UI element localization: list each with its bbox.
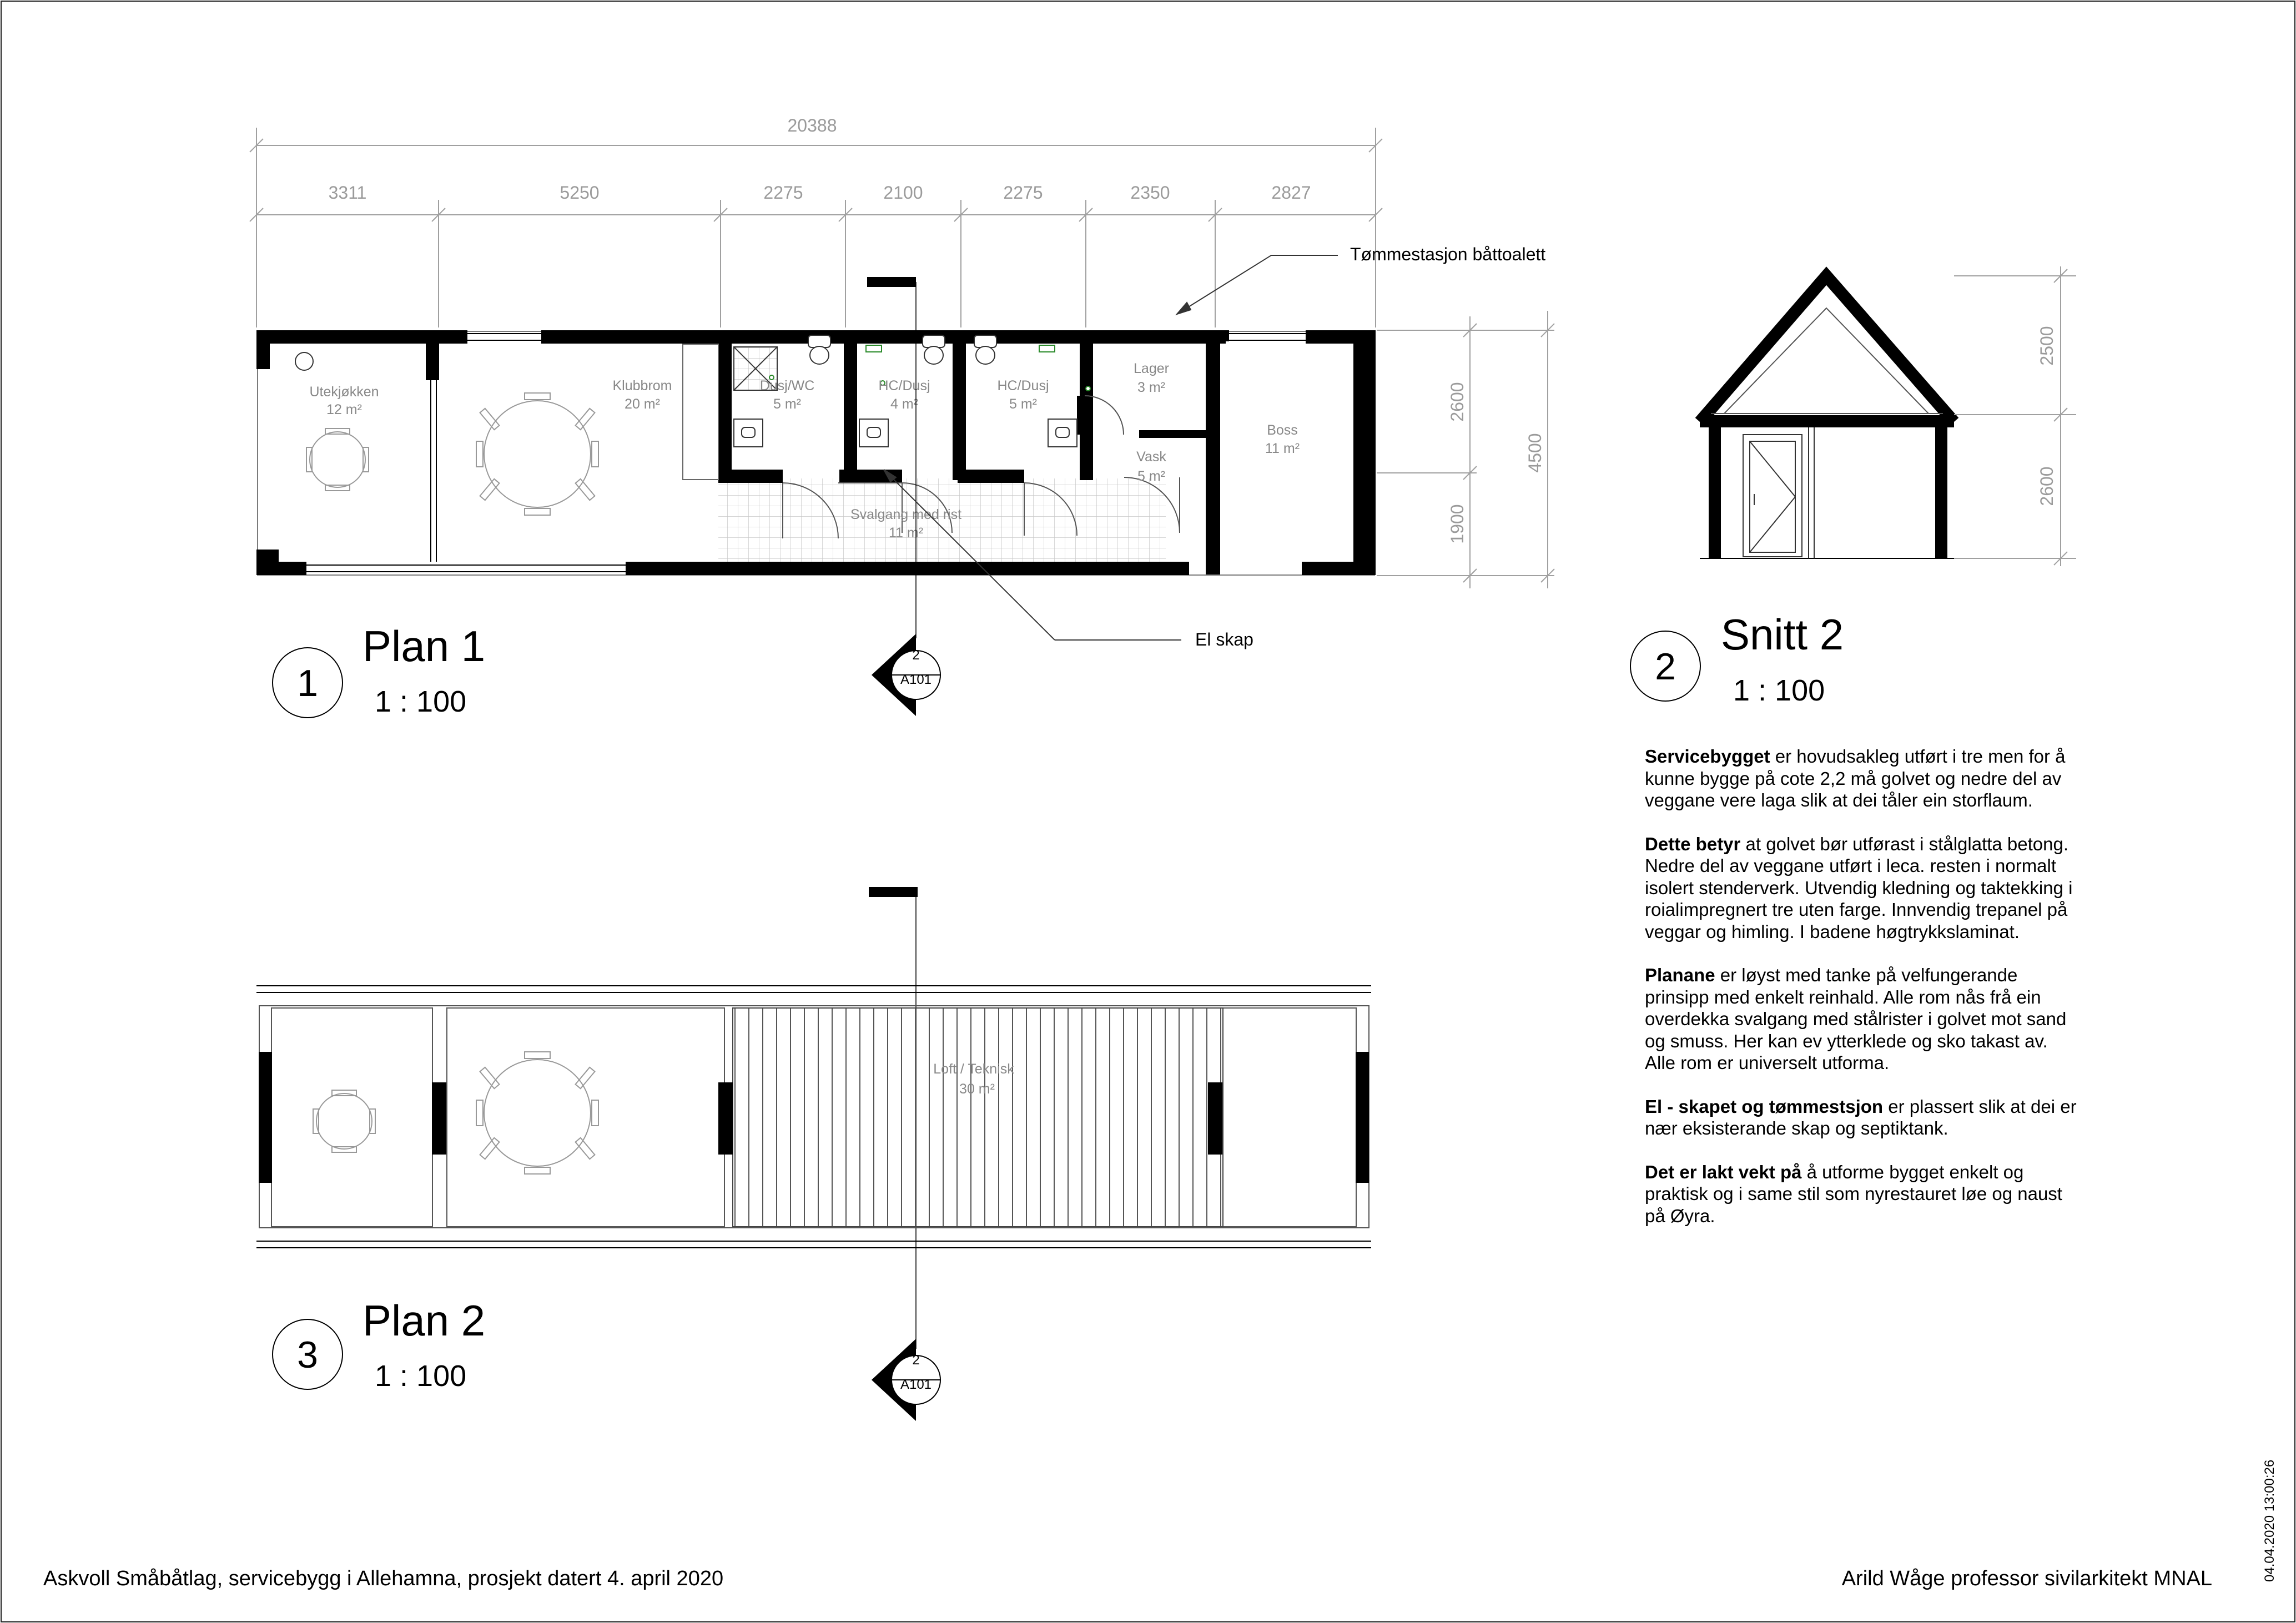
description-paragraph [1645,964,2078,1074]
description-lead: Dette betyr [1645,833,1741,854]
height-dimension-label: 2600 [1447,382,1467,422]
description-body: er løyst med tanke på velfungerande prinsipp med enkelt reinhald. Alle rom nås frå ein overdekka svalgang med stålrister i golvet mot sand og smuss. Her kan ev ytterklede og sko takast av. Alle rom er universelt utforma. [1645,965,2067,1073]
height-dimension-label: 2500 [2037,326,2057,366]
segment-dimension-line [250,200,1382,327]
view-title: Plan 1 [362,622,486,671]
description-lead: Det er lakt vekt på [1645,1161,1802,1182]
view-scale: 1 : 100 [375,685,467,718]
toilet-icon [808,335,830,347]
description-body: er hovudsakleg utført i tre men for å kunne bygge på cote 2,2 må golvet og nedre del av veggane vere laga slik at dei tåler ein storflaum. [1645,746,2066,810]
section-cut-line [869,887,918,897]
room-area: 11 m² [888,525,924,541]
section-wall-left [1709,422,1721,558]
view-number: 3 [297,1334,318,1376]
dimension-label: 2100 [883,183,923,203]
view-scale: 1 : 100 [375,1359,467,1393]
room-name: Svalgang med rist [850,507,962,522]
room-area: 30 m² [959,1081,995,1097]
room-name: Vask [1136,449,1166,465]
height-dimension-label: 1900 [1447,504,1467,544]
view-title: Plan 2 [362,1296,486,1345]
fixtures [295,335,1090,447]
description-lead: Servicebygget [1645,746,1770,767]
room-name: Dusj/WC [759,378,815,394]
view-title: Snitt 2 [1721,610,1844,659]
view-number: 2 [1655,646,1676,688]
toilet-icon [974,335,996,347]
dimension-label: 2350 [1130,183,1170,203]
description-body: er plassert slik at dei er nær eksisterande skap og septiktank. [1645,1096,2077,1138]
section-marker [872,1339,940,1421]
room-name: Boss [1267,422,1298,438]
dimension-label: 5250 [560,183,600,203]
section-marker-number: 2 [912,648,920,663]
room-area: 5 m² [773,396,801,412]
view-number: 1 [297,662,318,704]
room-area: 3 m² [1137,380,1165,395]
section-height-dimensions [1954,266,2076,566]
description-paragraph [1645,1161,2078,1227]
description-lead: El - skapet og tømmestsjon [1645,1096,1884,1117]
room-name: Lager [1134,361,1169,376]
section-door-icon [1743,427,1814,558]
room-area: 11 m² [1265,441,1300,456]
callout-toilet-dump: Tømmestasjon båttoalett [1350,244,1546,264]
plan-2 [256,887,1371,1421]
room-area: 12 m² [326,402,362,417]
architect-footer: Arild Wåge professor sivilarkitekt MNAL [1841,1567,2212,1590]
dimension-label: 2827 [1271,183,1311,203]
table-with-chairs [313,1052,598,1174]
room-name: Loft / Teknisk [933,1061,1014,1077]
section-marker-number: 2 [912,1353,920,1368]
section-marker-sheet: A101 [900,672,932,687]
view-scale: 1 : 100 [1733,674,1825,707]
room-area: 20 m² [625,396,660,412]
toilet-icon [923,335,945,347]
dimension-label: 2275 [763,183,803,203]
description-paragraph [1645,833,2078,943]
project-footer: Askvoll Småbåtlag, servicebygg i Allehamna, prosjekt datert 4. april 2020 [43,1567,724,1590]
description-body: å utforme bygget enkelt og praktisk og i same stil som nyrestauret løe og naust på Øyra. [1645,1161,2062,1226]
height-dimension-label: 2600 [2037,466,2057,506]
grating-floor [718,478,1166,572]
room-name: Klubbrom [612,378,672,394]
section-2 [1630,266,2076,707]
room-area: 4 m² [890,396,918,412]
description-body: at golvet bør utførast i stålglatta betong. Nedre del av veggane utført i leca. resten i normalt isolert stenderverk. Utvendig kledning og taktekking i roialimpregnert tre uten farge. Innvendig trepanel på veggar og himling. I badene høgtrykkslaminat. [1645,833,2073,942]
overall-dimension-line [250,128,1382,325]
section-marker-sheet: A101 [900,1377,932,1392]
dimension-label: 3311 [328,183,367,203]
section-wall-right [1935,422,1947,558]
plan-1 [250,115,1554,718]
room-name: HC/Dusj [878,378,930,394]
description-paragraph [1645,745,2078,811]
floor-boards [733,1008,1223,1227]
room-area: 5 m² [1009,396,1037,412]
callout-electrical-cabinet: El skap [1195,629,1253,649]
project-description [1645,745,2078,1248]
description-lead: Planane [1645,965,1715,985]
print-timestamp: 04.04.2020 13:00:26 [2262,1459,2277,1582]
room-area: 5 m² [1137,468,1165,484]
dimension-label: 2275 [1003,183,1043,203]
section-marker [872,634,940,716]
description-paragraph [1645,1096,2078,1140]
sink-icon [295,352,313,370]
room-name: Utekjøkken [309,384,379,400]
height-dimension-label: 4500 [1525,433,1545,473]
room-name: HC/Dusj [997,378,1049,394]
ceiling-slab [1700,415,1954,427]
overall-dimension-label: 20388 [787,115,837,135]
